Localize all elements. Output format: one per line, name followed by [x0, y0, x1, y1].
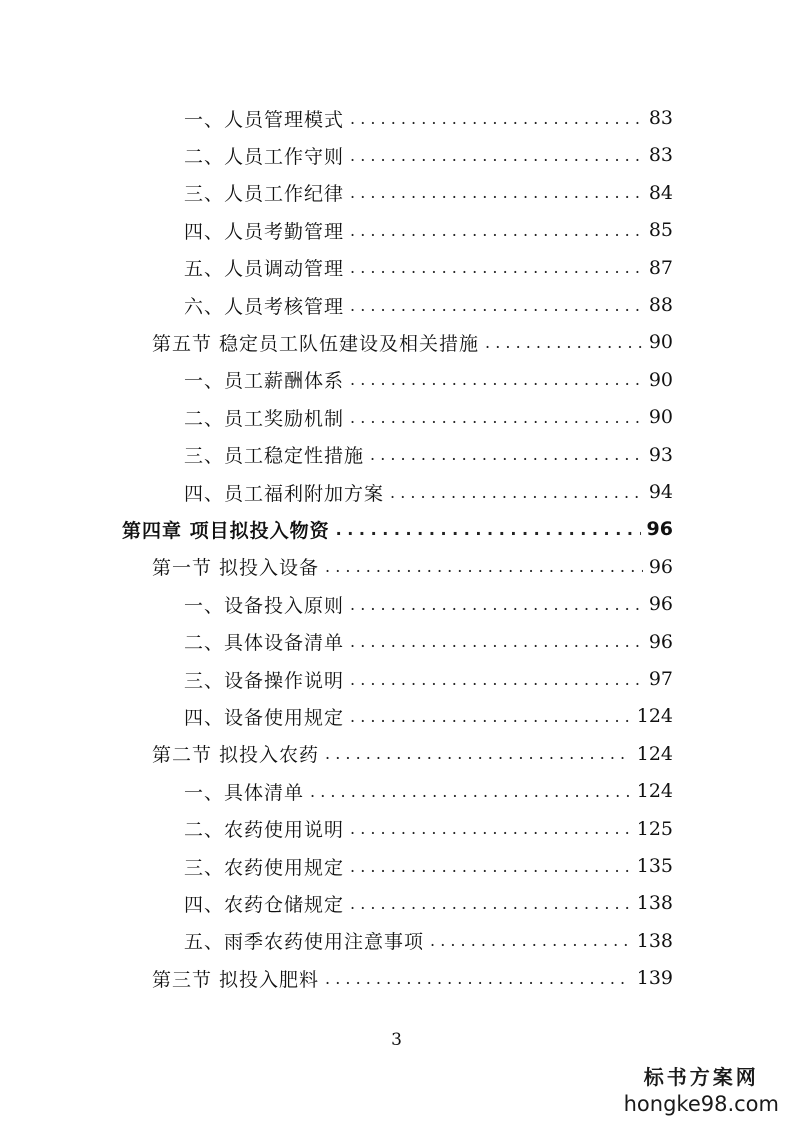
toc-dot-leader [325, 744, 631, 763]
toc-entry-label: 二、人员工作守则 [184, 145, 345, 168]
toc-section-entry [152, 736, 673, 772]
toc-section-entry [152, 549, 673, 585]
toc-entry-label: 第四章 项目拟投入物资 [122, 519, 330, 542]
toc-entry-page: 135 [636, 855, 673, 877]
toc-dot-leader [350, 221, 643, 240]
toc-entry-page: 94 [648, 481, 673, 503]
toc-dot-leader [350, 183, 643, 202]
toc-subsection-entry [184, 885, 673, 921]
toc-dot-leader [390, 483, 643, 502]
toc-dot-leader [350, 370, 643, 389]
toc-entry-page: 84 [648, 181, 673, 204]
watermark-cn-text: 标书方案网 [643, 1065, 759, 1089]
toc-entry-page: 83 [648, 144, 673, 167]
toc-entry-page: 87 [648, 256, 673, 279]
toc-entry-label: 五、人员调动管理 [184, 258, 345, 281]
toc-dot-leader [485, 333, 643, 352]
toc-entry-label: 第一节 拟投入设备 [152, 557, 320, 580]
toc-entry-label: 二、农药使用说明 [184, 819, 345, 842]
toc-entry-page: 96 [646, 518, 673, 541]
toc-subsection-entry [184, 362, 673, 398]
toc-subsection-entry [184, 100, 673, 136]
toc-subsection-entry [184, 811, 673, 847]
toc-subsection-entry [184, 848, 673, 884]
toc-dot-leader [325, 557, 643, 576]
toc-dot-leader [430, 931, 631, 950]
toc-entry-page: 138 [636, 929, 673, 952]
toc-subsection-entry [184, 923, 673, 959]
toc-subsection-entry [184, 773, 673, 809]
page-number: 3 [391, 1030, 402, 1050]
watermark-logo [624, 1061, 779, 1116]
toc-entry-page: 125 [636, 817, 673, 840]
toc-subsection-entry [184, 437, 673, 473]
toc-entry-page: 96 [648, 555, 673, 578]
toc-entry-page: 90 [648, 368, 673, 391]
toc-dot-leader [350, 408, 643, 427]
toc-entry-label: 四、农药仓储规定 [184, 893, 345, 916]
toc-entry-page: 96 [648, 593, 673, 616]
toc-dot-leader [350, 707, 631, 726]
toc-entry-page: 97 [648, 668, 673, 690]
toc-subsection-entry [184, 661, 673, 697]
toc-subsection-entry [184, 474, 673, 510]
toc-entry-label: 三、农药使用规定 [184, 856, 345, 879]
toc-subsection-entry [184, 137, 673, 173]
toc-dot-leader [350, 296, 643, 315]
toc-entry-page: 124 [636, 780, 673, 803]
toc-subsection-entry [184, 698, 673, 734]
toc-dot-leader [350, 595, 643, 614]
toc-entry-page: 90 [648, 331, 673, 354]
toc-subsection-entry [184, 399, 673, 435]
toc-entry-label: 四、人员考勤管理 [184, 220, 345, 243]
toc-entry-label: 二、具体设备清单 [184, 632, 345, 655]
toc-entry-label: 第二节 拟投入农药 [152, 744, 320, 767]
toc-dot-leader [370, 445, 643, 464]
toc-dot-leader [350, 894, 631, 913]
toc-dot-leader [325, 969, 631, 988]
toc-entry-label: 第三节 拟投入肥料 [152, 968, 320, 991]
toc-entry-page: 90 [648, 406, 673, 429]
watermark-url-text: hongke98.com [623, 1092, 779, 1116]
toc-dot-leader [350, 857, 631, 876]
toc-entry-page: 96 [648, 630, 673, 653]
toc-dot-leader [350, 632, 643, 651]
toc-entry-page: 85 [648, 219, 673, 242]
toc-dot-leader [350, 109, 643, 128]
toc-subsection-entry [184, 586, 673, 622]
toc-dot-leader [350, 819, 631, 838]
toc-dot-leader [350, 670, 643, 689]
toc-entry-label: 一、人员管理模式 [184, 108, 345, 131]
toc-dot-leader [310, 782, 631, 801]
toc-entry-label: 五、雨季农药使用注意事项 [184, 931, 425, 954]
toc-section-entry [152, 960, 673, 996]
toc-entry-label: 二、员工奖励机制 [184, 407, 345, 430]
toc-entry-page: 93 [648, 443, 673, 466]
toc-dot-leader [350, 146, 643, 165]
toc-subsection-entry [184, 212, 673, 248]
toc-entry-page: 124 [636, 705, 673, 728]
toc-entry-page: 83 [648, 107, 673, 129]
toc-entry-label: 六、人员考核管理 [184, 295, 345, 318]
toc-entry-label: 四、员工福利附加方案 [184, 482, 385, 505]
toc-entry-page: 138 [636, 892, 673, 915]
toc-dot-leader [336, 520, 641, 539]
toc-subsection-entry [184, 175, 673, 211]
toc-entry-label: 三、人员工作纪律 [184, 183, 345, 206]
toc-subsection-entry [184, 287, 673, 323]
toc-subsection-entry [184, 624, 673, 660]
toc-entry-label: 第五节 稳定员工队伍建设及相关措施 [152, 332, 480, 355]
toc-entry-page: 88 [648, 294, 673, 316]
toc-entry-label: 一、设备投入原则 [184, 594, 345, 617]
toc-entry-label: 四、设备使用规定 [184, 706, 345, 729]
toc-entry-label: 三、设备操作说明 [184, 669, 345, 692]
toc-chapter-entry [122, 511, 673, 547]
toc-entry-label: 一、具体清单 [184, 781, 305, 804]
toc-dot-leader [350, 258, 643, 277]
toc-entry-label: 三、员工稳定性措施 [184, 445, 365, 468]
toc-subsection-entry [184, 250, 673, 286]
toc-section-entry [152, 324, 673, 360]
toc-entry-label: 一、员工薪酬体系 [184, 370, 345, 393]
toc-entry-page: 124 [636, 742, 673, 765]
toc-entry-page: 139 [636, 967, 673, 990]
